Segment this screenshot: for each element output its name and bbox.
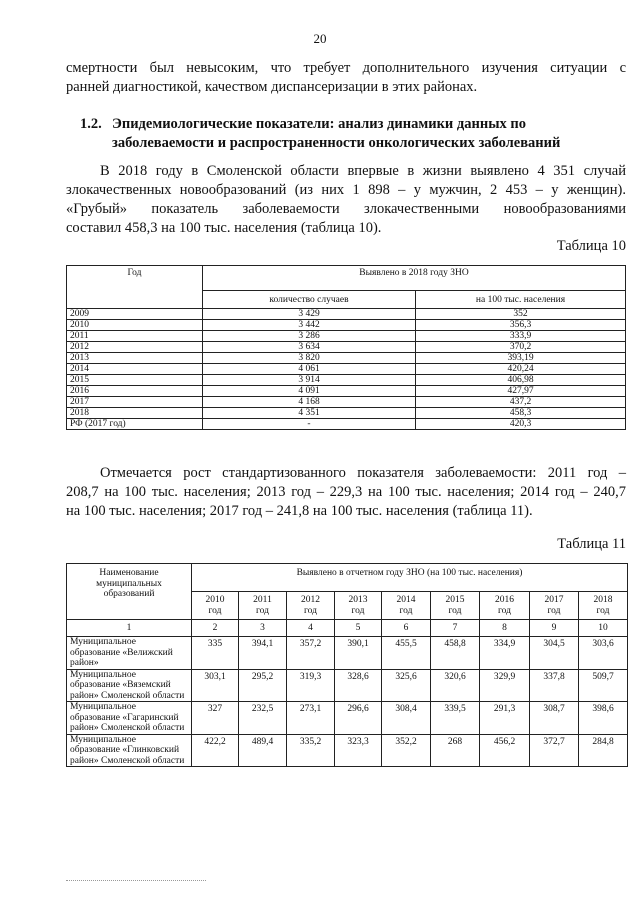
- rate-value: 339,5: [431, 702, 480, 735]
- municipality-name: Муниципальное образование «Глинковский район» Смоленской области: [67, 734, 192, 767]
- rate-value: 268: [431, 734, 480, 767]
- table-row: [67, 364, 626, 375]
- year-suffix: год: [596, 605, 610, 616]
- cases-cell: 3 442: [203, 320, 416, 331]
- year-cell: 2013: [67, 353, 203, 364]
- rate-value: 455,5: [382, 637, 431, 670]
- column-number: 7: [431, 620, 480, 637]
- year-value: 2017: [544, 595, 564, 605]
- table-row: [67, 669, 628, 702]
- table-row: [67, 353, 626, 364]
- table-row: [67, 386, 626, 397]
- rate-value: 422,2: [192, 734, 239, 767]
- year-header: [239, 592, 287, 620]
- rate-value: 335,2: [287, 734, 335, 767]
- cases-cell: 3 429: [203, 309, 416, 320]
- municipality-name: Муниципальное образование «Гагаринский район» Смоленской области: [67, 702, 192, 735]
- year-value: 2018: [593, 595, 613, 605]
- table-row: [67, 320, 626, 331]
- year-header: [335, 592, 382, 620]
- rate-value: 335: [192, 637, 239, 670]
- year-value: 2012: [301, 595, 320, 605]
- cases-cell: 3 914: [203, 375, 416, 386]
- rate-value: 394,1: [239, 637, 287, 670]
- year-suffix: год: [304, 605, 317, 616]
- year-cell: 2011: [67, 331, 203, 342]
- rate-value: 232,5: [239, 702, 287, 735]
- cases-cell: 3 820: [203, 353, 416, 364]
- rate-value: 489,4: [239, 734, 287, 767]
- cases-cell: 3 286: [203, 331, 416, 342]
- rate-value: 456,2: [480, 734, 530, 767]
- rate-value: 308,7: [530, 702, 579, 735]
- rate-cell: 458,3: [416, 408, 626, 419]
- year-suffix: год: [498, 605, 511, 616]
- cases-cell: 4 168: [203, 397, 416, 408]
- table-10: [66, 265, 626, 430]
- year-suffix: год: [208, 605, 222, 616]
- year-value: 2016: [495, 595, 514, 605]
- cases-cell: 4 351: [203, 408, 416, 419]
- rate-cell: 420,3: [416, 419, 626, 430]
- para1-line-3: «Грубый» показатель заболеваемости злокачественными новообразованиями: [66, 201, 626, 217]
- rate-cell: 427,97: [416, 386, 626, 397]
- para2-line-3: на 100 тыс. населения; 2017 год – 241,8 на 100 тыс. населения (таблица 11).: [66, 503, 533, 519]
- rate-value: 509,7: [579, 669, 628, 702]
- rate-cell: 333,9: [416, 331, 626, 342]
- year-suffix: год: [448, 605, 462, 616]
- column-number: 4: [287, 620, 335, 637]
- municipality-name: Муниципальное образование «Велижский район»: [67, 637, 192, 670]
- year-value: 2011: [253, 595, 272, 605]
- table11-caption: Таблица 11: [557, 536, 626, 552]
- para1-line-4: составил 458,3 на 100 тыс. населения (таблица 10).: [66, 220, 382, 236]
- rate-value: 303,1: [192, 669, 239, 702]
- rate-cell: 437,2: [416, 397, 626, 408]
- para2-line-2: 208,7 на 100 тыс. населения; 2013 год – 229,3 на 100 тыс. населения; 2014 год – 240,7: [66, 484, 626, 500]
- table11-header-name: Наименование муниципальных образований: [67, 564, 192, 620]
- rate-value: 352,2: [382, 734, 431, 767]
- table11-column-numbers-row: [67, 620, 628, 637]
- column-number: 5: [335, 620, 382, 637]
- table-row: [67, 397, 626, 408]
- intro-line-1: смертности был невысоким, что требует дополнительного изучения ситуации с: [66, 60, 626, 76]
- table10-header-cases: количество случаев: [203, 291, 416, 309]
- table11-header-group: Выявлено в отчетном году ЗНО (на 100 тыс. населения): [192, 564, 628, 592]
- year-value: 2010: [205, 595, 225, 605]
- cases-cell: 3 634: [203, 342, 416, 353]
- year-value: 2014: [396, 595, 416, 605]
- section-title-line-1: Эпидемиологические показатели: анализ динамики данных по: [112, 116, 526, 132]
- year-cell: 2009: [67, 309, 203, 320]
- table10-header-group: Выявлено в 2018 году ЗНО: [203, 266, 626, 291]
- table-row: [67, 331, 626, 342]
- table-row: [67, 637, 628, 670]
- year-value: 2013: [348, 595, 368, 605]
- para1-line-2: злокачественных новообразований (из них 1 898 – у мужчин, 2 453 – у женщин).: [66, 182, 626, 198]
- table-row: [67, 734, 628, 767]
- rate-value: 320,6: [431, 669, 480, 702]
- cases-cell: 4 091: [203, 386, 416, 397]
- rate-value: 372,7: [530, 734, 579, 767]
- rate-value: 319,3: [287, 669, 335, 702]
- column-number: 8: [480, 620, 530, 637]
- section-number: 1.2.: [80, 116, 102, 132]
- rate-value: 296,6: [335, 702, 382, 735]
- rate-value: 334,9: [480, 637, 530, 670]
- year-cell: РФ (2017 год): [67, 419, 203, 430]
- cases-cell: 4 061: [203, 364, 416, 375]
- intro-line-2: ранней диагностикой, качеством диспансеризации в этих районах.: [66, 79, 478, 95]
- year-cell: 2016: [67, 386, 203, 397]
- rate-value: 327: [192, 702, 239, 735]
- year-cell: 2018: [67, 408, 203, 419]
- table-row: [67, 702, 628, 735]
- year-suffix: год: [399, 605, 413, 616]
- year-suffix: год: [351, 605, 365, 616]
- rate-value: 390,1: [335, 637, 382, 670]
- rate-value: 458,8: [431, 637, 480, 670]
- year-suffix: год: [547, 605, 561, 616]
- year-header: [382, 592, 431, 620]
- column-number: 10: [579, 620, 628, 637]
- table-row: [67, 408, 626, 419]
- footer-line: [66, 880, 206, 881]
- year-value: 2015: [445, 595, 465, 605]
- column-number: 6: [382, 620, 431, 637]
- year-header: [287, 592, 335, 620]
- rate-value: 328,6: [335, 669, 382, 702]
- rate-value: 337,8: [530, 669, 579, 702]
- rate-value: 329,9: [480, 669, 530, 702]
- year-header: [530, 592, 579, 620]
- rate-cell: 420,24: [416, 364, 626, 375]
- rate-cell: 352: [416, 309, 626, 320]
- section-heading: [66, 115, 626, 153]
- cases-cell: -: [203, 419, 416, 430]
- para1-line-1: В 2018 году в Смоленской области впервые в жизни выявлено 4 351 случай: [100, 163, 626, 179]
- rate-value: 325,6: [382, 669, 431, 702]
- rate-value: 323,3: [335, 734, 382, 767]
- rate-cell: 393,19: [416, 353, 626, 364]
- table-row: [67, 375, 626, 386]
- municipality-name: Муниципальное образование «Вяземский район» Смоленской области: [67, 669, 192, 702]
- year-suffix: год: [256, 605, 269, 616]
- column-number: 9: [530, 620, 579, 637]
- column-number: 2: [192, 620, 239, 637]
- year-header: [480, 592, 530, 620]
- para2-line-1: Отмечается рост стандартизованного показателя заболеваемости: 2011 год –: [100, 465, 626, 481]
- rate-cell: 370,2: [416, 342, 626, 353]
- year-cell: 2012: [67, 342, 203, 353]
- rate-value: 304,5: [530, 637, 579, 670]
- rate-value: 295,2: [239, 669, 287, 702]
- rate-value: 291,3: [480, 702, 530, 735]
- table10-header-rate: на 100 тыс. населения: [416, 291, 626, 309]
- year-cell: 2014: [67, 364, 203, 375]
- rate-value: 284,8: [579, 734, 628, 767]
- table-11: [66, 563, 628, 767]
- table10-caption: Таблица 10: [556, 238, 626, 254]
- year-cell: 2010: [67, 320, 203, 331]
- column-number: 1: [67, 620, 192, 637]
- page-number: 20: [313, 31, 327, 46]
- table-row: [67, 342, 626, 353]
- column-number: 3: [239, 620, 287, 637]
- table10-header-year: Год: [67, 266, 203, 309]
- year-header: [579, 592, 628, 620]
- year-cell: 2017: [67, 397, 203, 408]
- table-row: [67, 419, 626, 430]
- rate-cell: 356,3: [416, 320, 626, 331]
- year-cell: 2015: [67, 375, 203, 386]
- rate-value: 273,1: [287, 702, 335, 735]
- rate-value: 303,6: [579, 637, 628, 670]
- rate-value: 308,4: [382, 702, 431, 735]
- rate-cell: 406,98: [416, 375, 626, 386]
- rate-value: 398,6: [579, 702, 628, 735]
- year-header: [192, 592, 239, 620]
- rate-value: 357,2: [287, 637, 335, 670]
- table-row: [67, 309, 626, 320]
- section-title-line-2: заболеваемости и распространенности онкологических заболеваний: [112, 135, 561, 151]
- year-header: [431, 592, 480, 620]
